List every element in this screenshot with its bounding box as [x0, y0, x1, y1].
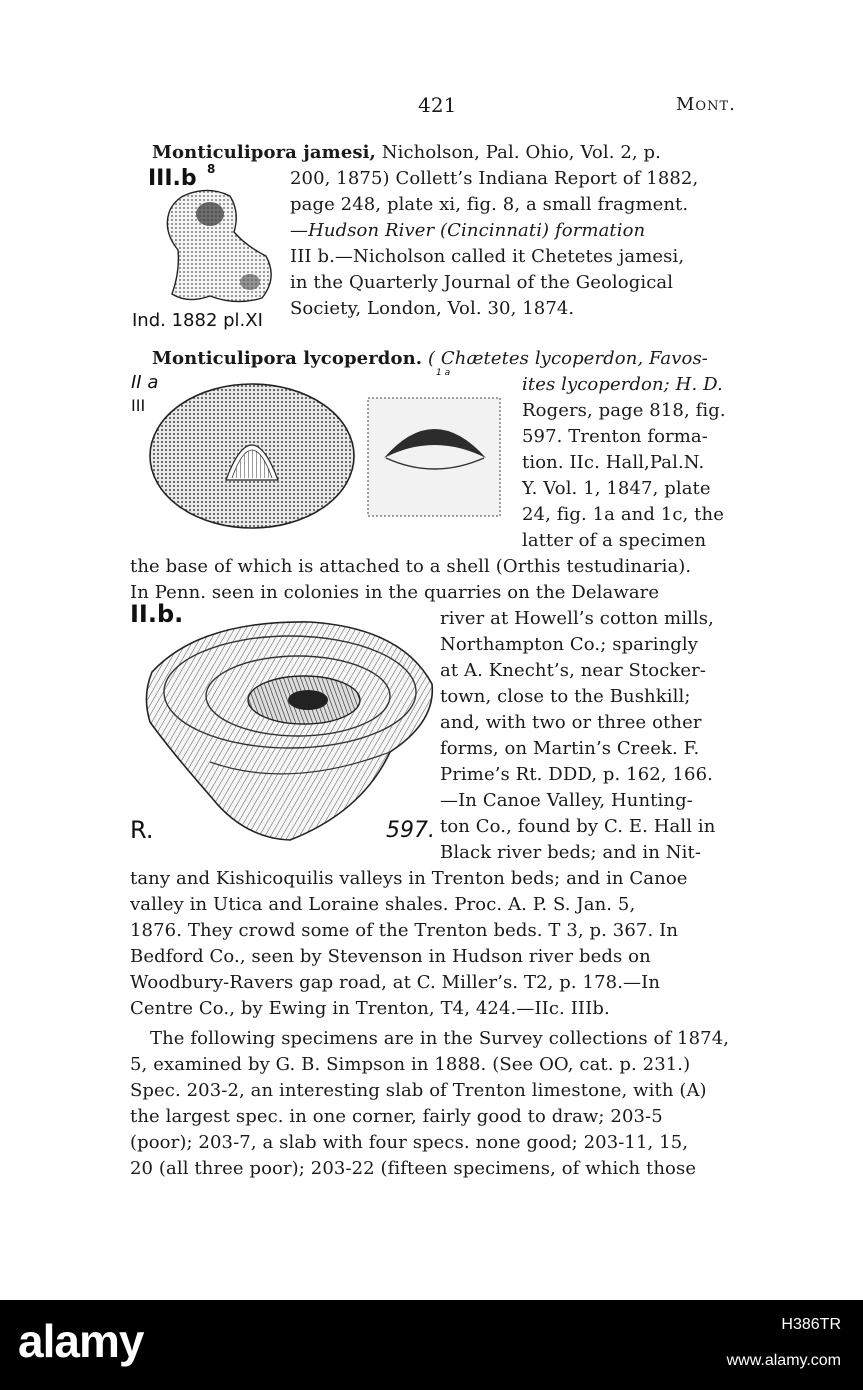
entry2-full-line: Woodbury-Ravers gap road, at C. Miller’s. T2, p. 178.—In — [130, 972, 661, 993]
fig1-label-bottom: Ind. 1882 pl.XI — [132, 310, 263, 331]
fig1-label-top: III.b — [148, 166, 197, 191]
para3-line: The following specimens are in the Survey collections of 1874, — [150, 1028, 730, 1049]
fig3-coral-illustration — [140, 612, 436, 846]
entry1-line: III b.—Nicholson called it Chetetes jamesi, — [290, 246, 685, 267]
para3-line: (poor); 203-7, a slab with four specs. none good; 203-11, 15, — [130, 1132, 689, 1153]
fig3-label-b1: II.b. — [130, 600, 184, 628]
entry2-side-line: ites lycoperdon; H. D. — [522, 374, 723, 395]
entry2-full-line: 1876. They crowd some of the Trenton beds. T 3, p. 367. In — [130, 920, 679, 941]
entry2-full-line: Bedford Co., seen by Stevenson in Hudson river beds on — [130, 946, 651, 967]
entry2-side-line: ton Co., found by C. E. Hall in — [440, 816, 716, 837]
entry2-full-line: valley in Utica and Loraine shales. Proc. A. P. S. Jan. 5, — [130, 894, 636, 915]
entry2-side-line: 597. Trenton forma- — [522, 426, 708, 447]
entry2-side-line: forms, on Martin’s Creek. F. — [440, 738, 700, 759]
stock-watermark-bar — [0, 1300, 863, 1390]
fig3-label-fig: 597. — [386, 818, 435, 843]
fig2-coral-illustrations — [148, 380, 510, 532]
entry2-full-line: tany and Kishicoquilis valleys in Trenton beds; and in Canoe — [130, 868, 688, 889]
entry2-side-line: tion. IIc. Hall,Pal.N. — [522, 452, 705, 473]
page-number: 421 — [418, 93, 457, 117]
fig1-label-num: 8 — [207, 162, 216, 176]
entry2-full-line: In Penn. seen in colonies in the quarries on the Delaware — [130, 582, 660, 603]
entry2-side-line: Black river beds; and in Nit- — [440, 842, 702, 863]
entry1-line: —Hudson River (Cincinnati) formation — [290, 220, 646, 241]
fig2-label-a2: III — [131, 396, 146, 415]
entry2-side-line: latter of a specimen — [522, 530, 707, 551]
fig2-label-a1: II a — [131, 372, 159, 393]
entry2-side-line: 24, fig. 1a and 1c, the — [522, 504, 724, 525]
entry2-side-line: town, close to the Bushkill; — [440, 686, 691, 707]
image-id: H386TR — [781, 1316, 841, 1333]
entry1-line: page 248, plate xi, fig. 8, a small fragment. — [290, 194, 689, 215]
entry1-line: in the Quarterly Journal of the Geological — [290, 272, 674, 293]
entry2-side-line: Rogers, page 818, fig. — [522, 400, 726, 421]
fig3-label-r: R. — [130, 816, 154, 844]
entry1-line: Society, London, Vol. 30, 1874. — [290, 298, 575, 319]
entry1-line: 200, 1875) Collett’s Indiana Report of 1882, — [290, 168, 699, 189]
running-head: Mont. — [676, 94, 736, 115]
entry1-first-line: Monticulipora jamesi, Nicholson, Pal. Ohio, Vol. 2, p. — [152, 142, 661, 163]
entry2-full-line: the base of which is attached to a shell (Orthis testudinaria). — [130, 556, 692, 577]
entry2-title: Monticulipora lycoperdon. — [152, 348, 423, 369]
fig2-label-a3: 1 a — [436, 368, 451, 378]
para3-line: the largest spec. in one corner, fairly good to draw; 203-5 — [130, 1106, 663, 1127]
site-url: www.alamy.com — [726, 1352, 841, 1369]
para3-line: 20 (all three poor); 203-22 (fifteen specimens, of which those — [130, 1158, 697, 1179]
entry2-side-line: —In Canoe Valley, Hunting- — [440, 790, 693, 811]
entry2-side-line: Northampton Co.; sparingly — [440, 634, 699, 655]
entry2-side-line: at A. Knecht’s, near Stocker- — [440, 660, 707, 681]
alamy-logo: alamy — [18, 1315, 144, 1367]
entry2-side-line: river at Howell’s cotton mills, — [440, 608, 714, 629]
para3-line: Spec. 203-2, an interesting slab of Trenton limestone, with (A) — [130, 1080, 707, 1101]
entry1-title: Monticulipora jamesi, — [152, 142, 376, 163]
entry2-first-line: Monticulipora lycoperdon. ( Chætetes lycoperdon, Favos- — [152, 348, 708, 369]
fig1-fragment-illustration — [158, 186, 282, 314]
entry2-side-line: Prime’s Rt. DDD, p. 162, 166. — [440, 764, 713, 785]
para3-line: 5, examined by G. B. Simpson in 1888. (See OO, cat. p. 231.) — [130, 1054, 691, 1075]
entry2-side-line: and, with two or three other — [440, 712, 702, 733]
entry2-full-line: Centre Co., by Ewing in Trenton, T4, 424.—IIc. IIIb. — [130, 998, 610, 1019]
entry2-side-line: Y. Vol. 1, 1847, plate — [522, 478, 711, 499]
